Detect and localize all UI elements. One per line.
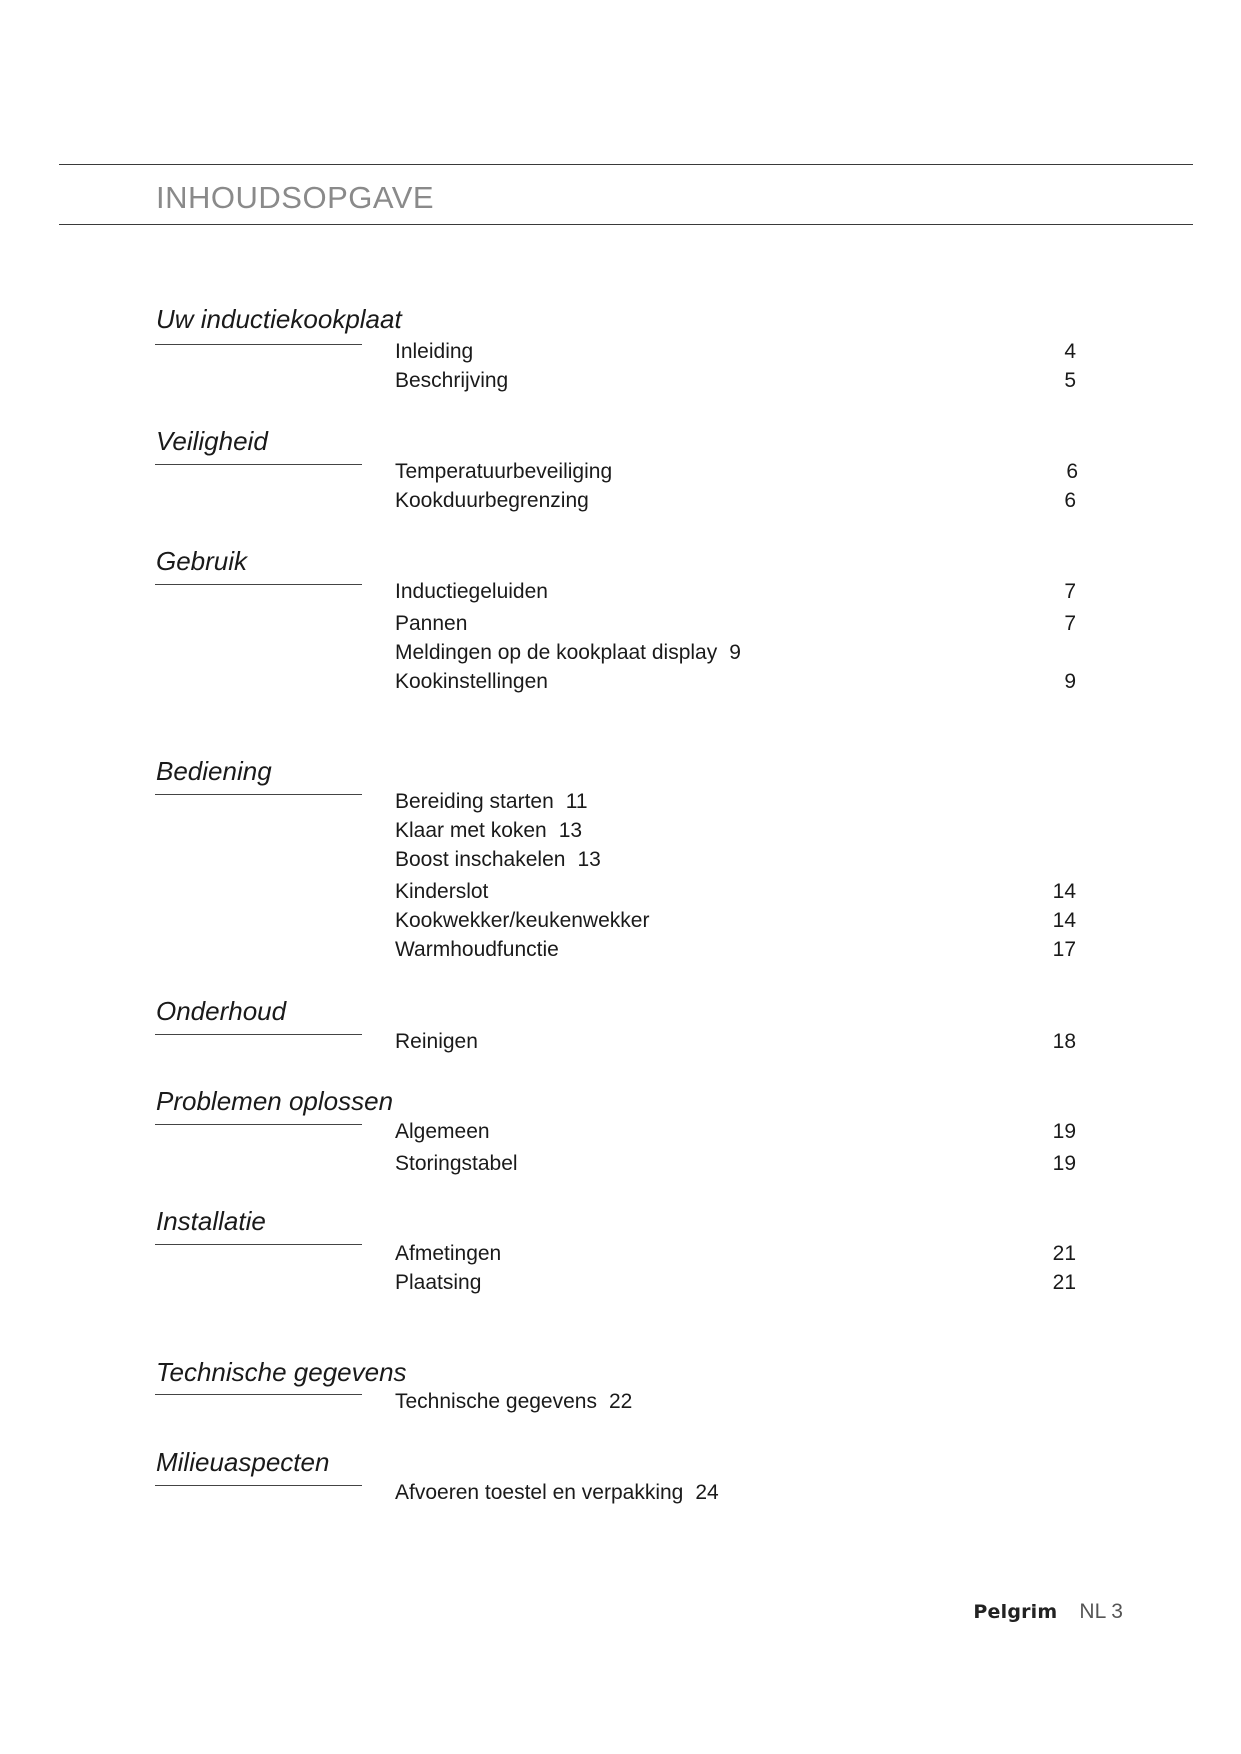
section-title: Uw inductiekookplaat [156,304,402,334]
toc-page-number: 17 [1052,938,1076,961]
toc-entry-kookwekker[interactable]: Kookwekker/keukenwekker [395,909,650,932]
toc-entry-bereiding-starten[interactable] [395,790,588,814]
section-rule [155,1124,362,1125]
toc-entry-text: Klaar met koken [395,819,547,842]
section-rule [155,1394,362,1395]
toc-entry-inductiegeluiden[interactable]: Inductiegeluiden [395,580,548,603]
toc-page-number: 21 [1052,1242,1076,1265]
section-rule [155,794,362,795]
toc-entry-plaatsing[interactable]: Plaatsing [395,1271,482,1294]
toc-page-number: 6 [1064,489,1076,512]
toc-entry-technische-gegevens[interactable] [395,1390,632,1414]
section-rule [155,344,362,345]
toc-entry-temperatuurbeveiliging[interactable]: Temperatuurbeveiliging [395,460,613,483]
section-title: Installatie [156,1206,266,1236]
section-title: Veiligheid [156,426,268,456]
section-rule [155,464,362,465]
toc-page-number: 19 [1052,1120,1076,1143]
page-footer [973,1600,1123,1624]
section-rule [155,584,362,585]
toc-page-number: 24 [695,1481,719,1504]
toc-page-number: 7 [1064,612,1076,635]
toc-page-number: 4 [1064,340,1076,363]
toc-page-number: 13 [577,848,601,871]
toc-entry-reinigen[interactable]: Reinigen [395,1030,478,1053]
toc-entry-inleiding[interactable]: Inleiding [395,340,474,363]
toc-entry-meldingen[interactable] [395,641,741,665]
section-rule [155,1244,362,1245]
toc-page-number: 9 [729,641,741,664]
toc-page-number: 18 [1052,1030,1076,1053]
toc-entry-storingstabel[interactable]: Storingstabel [395,1152,518,1175]
section-rule [155,1485,362,1486]
toc-page-number: 9 [1064,670,1076,693]
toc-entry-text: Boost inschakelen [395,848,566,871]
toc-entry-algemeen[interactable]: Algemeen [395,1120,490,1143]
toc-entry-boost-inschakelen[interactable] [395,848,601,872]
toc-entry-text: Meldingen op de kookplaat display [395,641,718,664]
toc-page-number: 5 [1064,369,1076,392]
toc-page-number: 22 [608,1390,633,1413]
brand-logo: Pelgrim [973,1601,1058,1623]
toc-entry-pannen[interactable]: Pannen [395,612,468,635]
section-title: Problemen oplossen [156,1086,394,1116]
section-title: Milieuaspecten [156,1447,330,1477]
section-title: Bediening [156,756,272,786]
toc-page-number: 6 [1066,460,1078,483]
toc-entry-text: Bereiding starten [395,790,554,813]
toc-entry-kinderslot[interactable]: Kinderslot [395,880,489,903]
toc-page-number: 14 [1052,909,1076,932]
toc-entry-kookinstellingen[interactable]: Kookinstellingen [395,670,548,693]
toc-entry-text: Technische gegevens [395,1390,597,1413]
toc-entry-text: Afvoeren toestel en verpakking [395,1481,684,1504]
toc-page-number: 19 [1052,1152,1076,1175]
toc-entry-kookduurbegrenzing[interactable]: Kookduurbegrenzing [395,489,589,512]
page-title: INHOUDSOPGAVE [156,180,435,215]
toc-page-number: 11 [565,790,588,813]
toc-entry-warmhoudfunctie[interactable]: Warmhoudfunctie [395,938,559,961]
section-title: Technische gegevens [156,1357,407,1387]
section-title: Gebruik [156,546,248,576]
section-rule [155,1034,362,1035]
toc-entry-beschrijving[interactable]: Beschrijving [395,369,509,392]
toc-page-number: 7 [1064,580,1076,603]
header-top-rule [59,164,1193,165]
toc-entry-afmetingen[interactable]: Afmetingen [395,1242,502,1265]
toc-page-number: 14 [1052,880,1076,903]
section-title: Onderhoud [156,996,287,1026]
header-bottom-rule [59,224,1193,225]
toc-entry-klaar-met-koken[interactable] [395,819,582,843]
toc-page-number: 21 [1052,1271,1076,1294]
page-number-label: NL 3 [1079,1600,1123,1623]
toc-entry-afvoeren[interactable] [395,1481,719,1505]
toc-page-number: 13 [558,819,583,842]
